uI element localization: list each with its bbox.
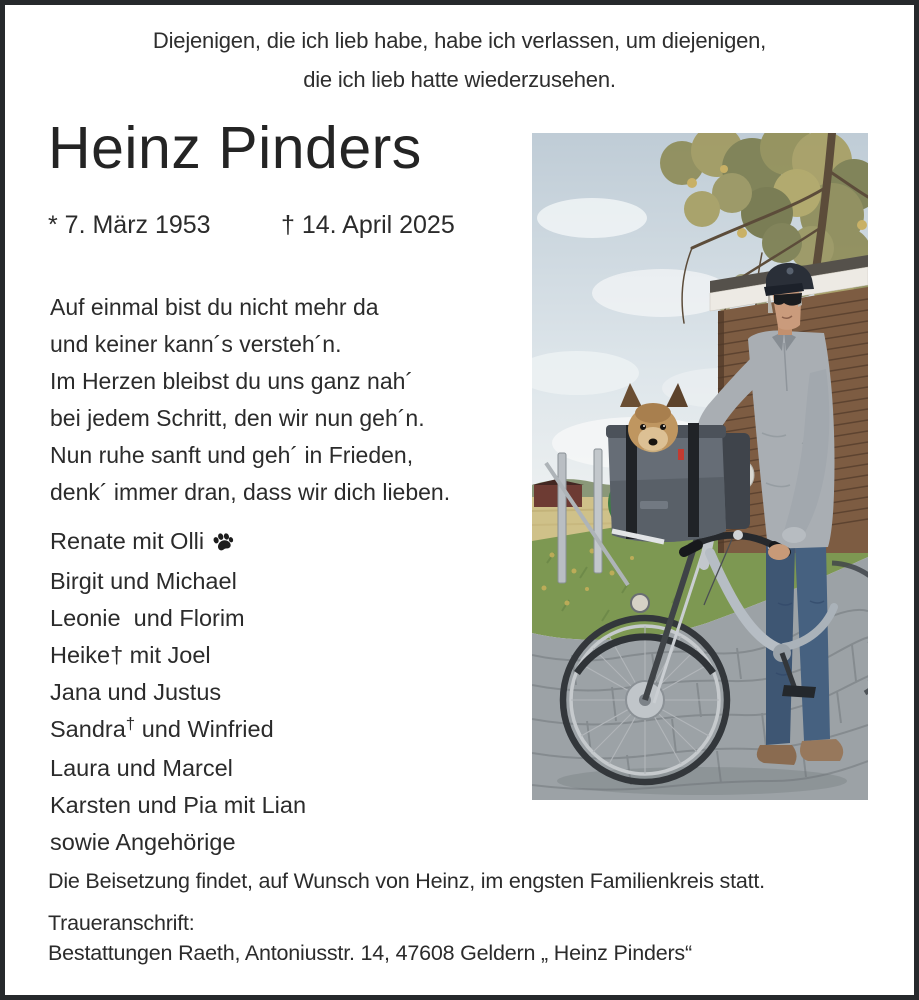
death-date: † 14. April 2025 <box>281 211 455 239</box>
poem-line: Nun ruhe sanft und geh´ in Frieden, <box>50 442 414 468</box>
memorial-photo <box>532 133 868 800</box>
mourner-name: Sandra <box>50 716 126 742</box>
mourner-name: Leonie und Florim <box>50 605 245 631</box>
poem-line: bei jedem Schritt, den wir nun geh´n. <box>50 405 425 431</box>
mourner-name: Renate mit Olli <box>50 528 205 554</box>
mourner-row <box>50 674 306 711</box>
birth-date: * 7. März 1953 <box>48 211 211 239</box>
life-dates <box>48 211 508 243</box>
epitaph-quote <box>10 21 909 99</box>
mourner-name: Birgit und Michael <box>50 568 237 594</box>
paw-icon <box>212 526 234 563</box>
poem-line: Im Herzen bleibst du uns ganz nah´ <box>50 368 414 394</box>
mourner-row <box>50 750 306 787</box>
funeral-notice: Die Beisetzung findet, auf Wunsch von Heinz, im engsten Familienkreis statt. <box>48 869 765 893</box>
epitaph-quote-line1: Diejenigen, die ich lieb habe, habe ich verlassen, um diejenigen, <box>152 28 767 53</box>
poem-line: denk´ immer dran, dass wir dich lieben. <box>50 479 451 505</box>
poem-line: Auf einmal bist du nicht mehr da <box>50 294 379 320</box>
mourners-list <box>50 523 306 861</box>
memorial-poem <box>50 289 450 511</box>
mourner-name: Karsten und Pia mit Lian <box>50 792 307 818</box>
mourner-row <box>50 787 306 824</box>
epitaph-quote-line2: die ich lieb hatte wiederzusehen. <box>303 67 616 92</box>
mourner-row <box>50 824 306 861</box>
memorial-photo-illustration <box>532 133 868 800</box>
mourner-name: sowie Angehörige <box>50 829 236 855</box>
mourner-name: Laura und Marcel <box>50 755 233 781</box>
dagger-symbol: † <box>125 714 136 734</box>
mourner-row <box>50 711 306 750</box>
mourner-name-rest: und Winfried <box>135 716 274 742</box>
mourning-address-label: Traueranschrift: <box>48 911 195 935</box>
mourner-row <box>50 523 306 563</box>
mourning-address: Bestattungen Raeth, Antoniusstr. 14, 47608 Geldern „ Heinz Pinders“ <box>48 941 692 965</box>
mourner-row <box>50 563 306 600</box>
mourner-row <box>50 637 306 674</box>
mourner-name: Heike† mit Joel <box>50 642 211 668</box>
poem-line: und keiner kann´s versteh´n. <box>50 331 342 357</box>
mourner-row <box>50 600 306 637</box>
mourner-name: Jana und Justus <box>50 679 222 705</box>
deceased-name: Heinz Pinders <box>48 115 422 181</box>
